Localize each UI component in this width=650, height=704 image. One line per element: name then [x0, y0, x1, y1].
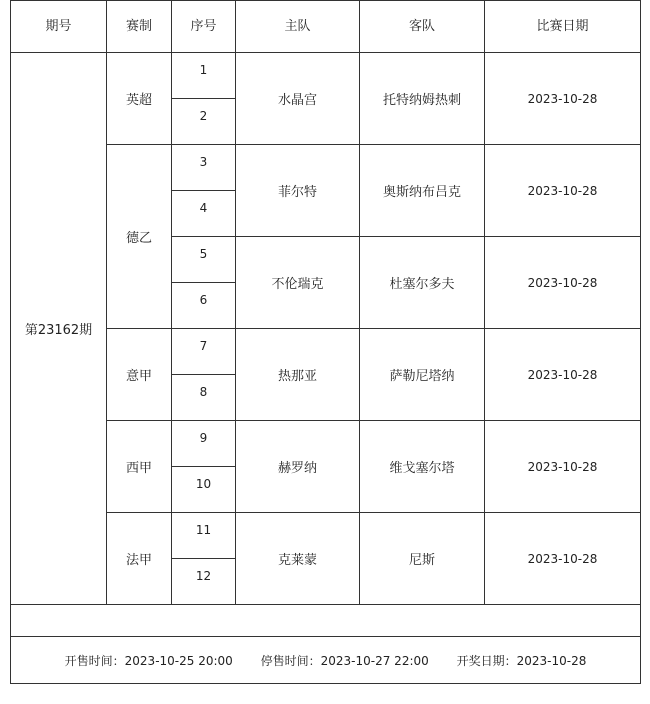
blank-cell — [11, 605, 641, 637]
match-date-cell: 2023-10-28 — [485, 421, 641, 513]
header-seq: 序号 — [172, 1, 236, 53]
away-team-cell: 杜塞尔多夫 — [360, 237, 485, 329]
seq-cell: 1 — [172, 53, 236, 99]
blank-row — [11, 605, 641, 637]
seq-cell: 2 — [172, 99, 236, 145]
league-cell: 英超 — [107, 53, 172, 145]
match-date-cell: 2023-10-28 — [485, 145, 641, 237]
seq-cell: 6 — [172, 283, 236, 329]
home-team-cell: 菲尔特 — [236, 145, 360, 237]
footer-cell — [11, 637, 641, 684]
home-team-cell: 热那亚 — [236, 329, 360, 421]
seq-cell: 5 — [172, 237, 236, 283]
header-date: 比赛日期 — [485, 1, 641, 53]
schedule-container — [10, 0, 640, 684]
home-team-cell: 克莱蒙 — [236, 513, 360, 605]
league-cell: 意甲 — [107, 329, 172, 421]
home-team-cell: 不伦瑞克 — [236, 237, 360, 329]
away-team-cell: 托特纳姆热刺 — [360, 53, 485, 145]
match-date-cell: 2023-10-28 — [485, 329, 641, 421]
sale-start-time: 开售时间：2023-10-25 20:00 — [64, 653, 233, 668]
league-cell: 法甲 — [107, 513, 172, 605]
seq-cell: 11 — [172, 513, 236, 559]
footer-row — [11, 637, 641, 684]
header-period: 期号 — [11, 1, 107, 53]
away-team-cell: 奥斯纳布吕克 — [360, 145, 485, 237]
seq-cell: 3 — [172, 145, 236, 191]
header-home: 主队 — [236, 1, 360, 53]
seq-cell: 9 — [172, 421, 236, 467]
period-cell: 第23162期 — [11, 53, 107, 605]
match-date-cell: 2023-10-28 — [485, 513, 641, 605]
away-team-cell: 萨勒尼塔纳 — [360, 329, 485, 421]
header-league: 赛制 — [107, 1, 172, 53]
seq-cell: 12 — [172, 559, 236, 605]
away-team-cell: 维戈塞尔塔 — [360, 421, 485, 513]
league-cell: 西甲 — [107, 421, 172, 513]
home-team-cell: 水晶宫 — [236, 53, 360, 145]
league-cell: 德乙 — [107, 145, 172, 329]
table-row — [11, 53, 641, 99]
sale-stop-time: 停售时间：2023-10-27 22:00 — [260, 653, 429, 668]
home-team-cell: 赫罗纳 — [236, 421, 360, 513]
seq-cell: 10 — [172, 467, 236, 513]
seq-cell: 8 — [172, 375, 236, 421]
match-schedule-table — [10, 0, 641, 684]
draw-date: 开奖日期：2023-10-28 — [456, 653, 587, 668]
seq-cell: 7 — [172, 329, 236, 375]
match-date-cell: 2023-10-28 — [485, 237, 641, 329]
match-date-cell: 2023-10-28 — [485, 53, 641, 145]
seq-cell: 4 — [172, 191, 236, 237]
away-team-cell: 尼斯 — [360, 513, 485, 605]
header-away: 客队 — [360, 1, 485, 53]
header-row — [11, 1, 641, 53]
